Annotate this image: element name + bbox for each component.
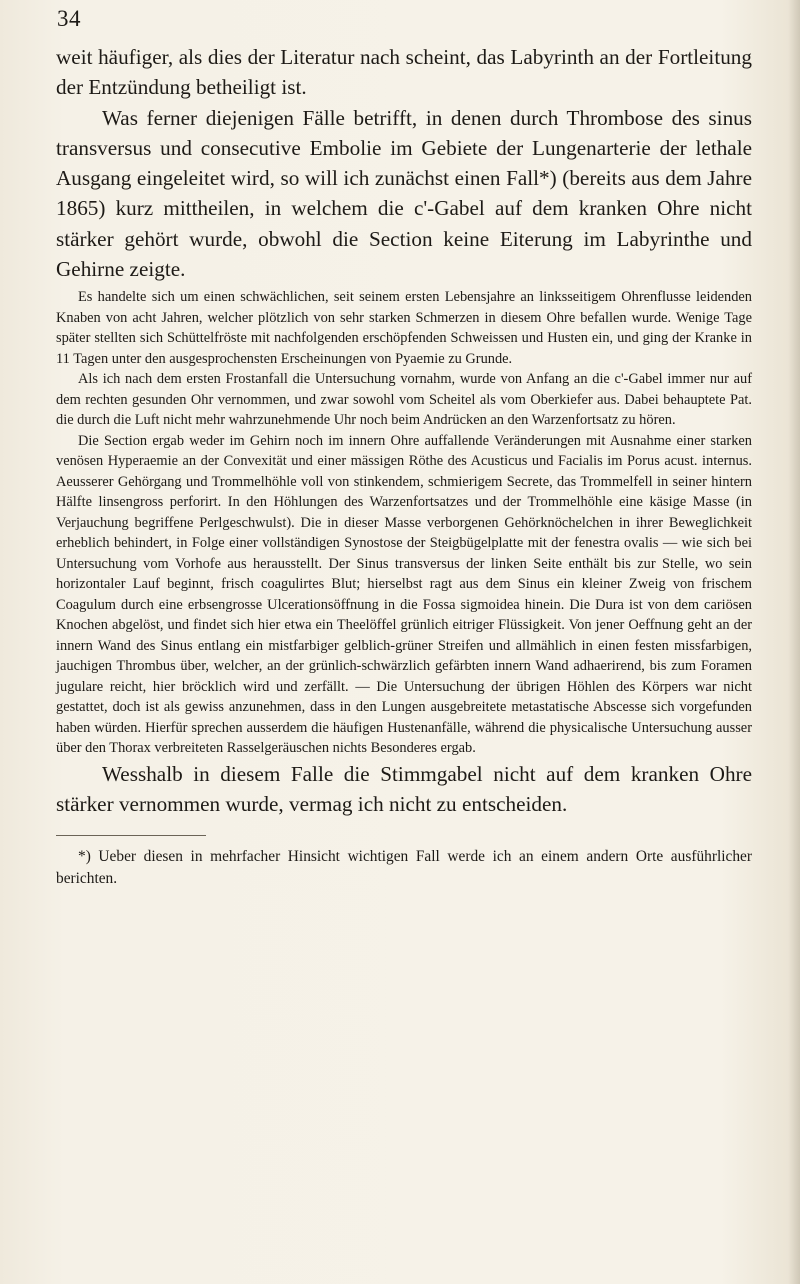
page-number: 34 bbox=[57, 6, 81, 31]
body-text bbox=[56, 42, 752, 890]
main-text-block bbox=[56, 42, 752, 284]
case-paragraph-section: Die Section ergab weder im Gehirn noch im innern Ohre auffallende Veränderungen mit Ausnahme einer starken venösen Hyperaemie an der Convexität und einer mässigen Röthe des Acusticus und Facialis im Porus acust. internus. Aeusserer Gehörgang und Trommelhöhle voll von stinkendem, schmierigem Secrete, das Trommelfell in seiner hintern Hälfte linsengross perforirt. In den Höhlungen des Warzenfortsatzes und der Trommelhöhle eine käsige Masse (in Verjauchung begriffene Perlgeschwulst). Die in dieser Masse verborgenen Gehörknöchelchen in ihrer Beweglichkeit erheblich behindert, in Folge einer vollständigen Synostose der Steigbügelplatte mit der fenestra ovalis — wie sich bei Untersuchung vom Vorhofe aus herausstellt. Der Sinus transversus der linken Seite enthält bis zur Stelle, wo sein horizontaler Lauf beginnt, frisch coagulirtes Blut; hierselbst ragt aus dem Sinus ein kleiner Zweig von frischem Coagulum durch eine erbsengrosse Ulcerationsöffnung in die Fossa sigmoidea hinein. Die Dura ist von dem cariösen Knochen abgelöst, und findet sich hier etwa ein Theelöffel grünlich eitriger Flüssigkeit. Von jener Oeffnung geht an der innern Wand des Sinus entlang ein mistfarbiger gelblich-grüner Streifen und allmählich in einen festen missfarbigen, jauchigen Thrombus über, welcher, an der grünlich-schwärzlich gefärbten innern Wand adhaerirend, bis zum Foramen jugulare reicht, hier bröcklich wird und zerfällt. — Die Untersuchung der übrigen Höhlen des Körpers war nicht gestattet, doch ist als gewiss anzunehmen, dass in den Lungen ausgebreitete metastatische Abscesse sich vorgefunden haben würden. Hierfür sprechen ausserdem die häufigen Hustenanfälle, während die physicalische Untersuchung ausser über den Thorax verbreiteten Rasselgeräuschen nichts Besonderes ergab. bbox=[56, 432, 752, 757]
footnote-text: *) Ueber diesen in mehrfacher Hinsicht wichtigen Fall werde ich an einem andern Orte ausführlicher berichten. bbox=[56, 848, 752, 888]
case-paragraph-examination: Als ich nach dem ersten Frostanfall die Untersuchung vornahm, wurde von Anfang an die c'-Gabel immer nur auf dem rechten gesunden Ohr vernommen, und zwar sowohl vom Scheitel als vom Oberkiefer aus. Dabei behauptete Pat. die durch die Luft nicht mehr wahrzunehmende Uhr noch beim Andrücken an den Warzenfortsatz zu hören. bbox=[56, 371, 752, 429]
footnote-block bbox=[56, 846, 752, 890]
paragraph-conclusion: Wesshalb in diesem Falle die Stimmgabel nicht auf dem kranken Ohre stärker vernommen wurde, vermag ich nicht zu entscheiden. bbox=[56, 761, 752, 817]
paragraph-thrombosis: Was ferner diejenigen Fälle betrifft, in denen durch Thrombose des sinus transversus und consecutive Embolie im Gebiete der Lungenarterie der lethale Ausgang eingeleitet wird, so will ich zunächst einen Fall*) (bereits aus dem Jahre 1865) kurz mittheilen, in welchem die c'-Gabel auf dem kranken Ohre nicht stärker gehört wurde, obwohl die Section keine Eiterung im Labyrinthe und Gehirne zeigte. bbox=[56, 105, 752, 282]
case-report-block bbox=[56, 287, 752, 759]
footnote-divider bbox=[56, 835, 206, 836]
paragraph-continued: weit häufiger, als dies der Literatur nach scheint, das Labyrinth an der Fortleitung der Entzündung betheiligt ist. bbox=[56, 45, 752, 100]
case-paragraph-history: Es handelte sich um einen schwächlichen, seit seinem ersten Lebensjahre an linksseitigem Ohrenflusse leidenden Knaben von acht Jahren, welcher plötzlich von sehr starken Schmerzen in diesem Ohre befallen wurde. Wenige Tage später stellten sich Schüttelfröste mit nachfolgenden erschöpfenden Schweissen und Husten ein, und ging der Kranke in 11 Tagen unter den ausgesprochensten Erscheinungen von Pyaemie zu Grunde. bbox=[56, 289, 752, 367]
conclusion-block bbox=[56, 759, 752, 820]
page-edge-shadow bbox=[788, 0, 800, 1284]
